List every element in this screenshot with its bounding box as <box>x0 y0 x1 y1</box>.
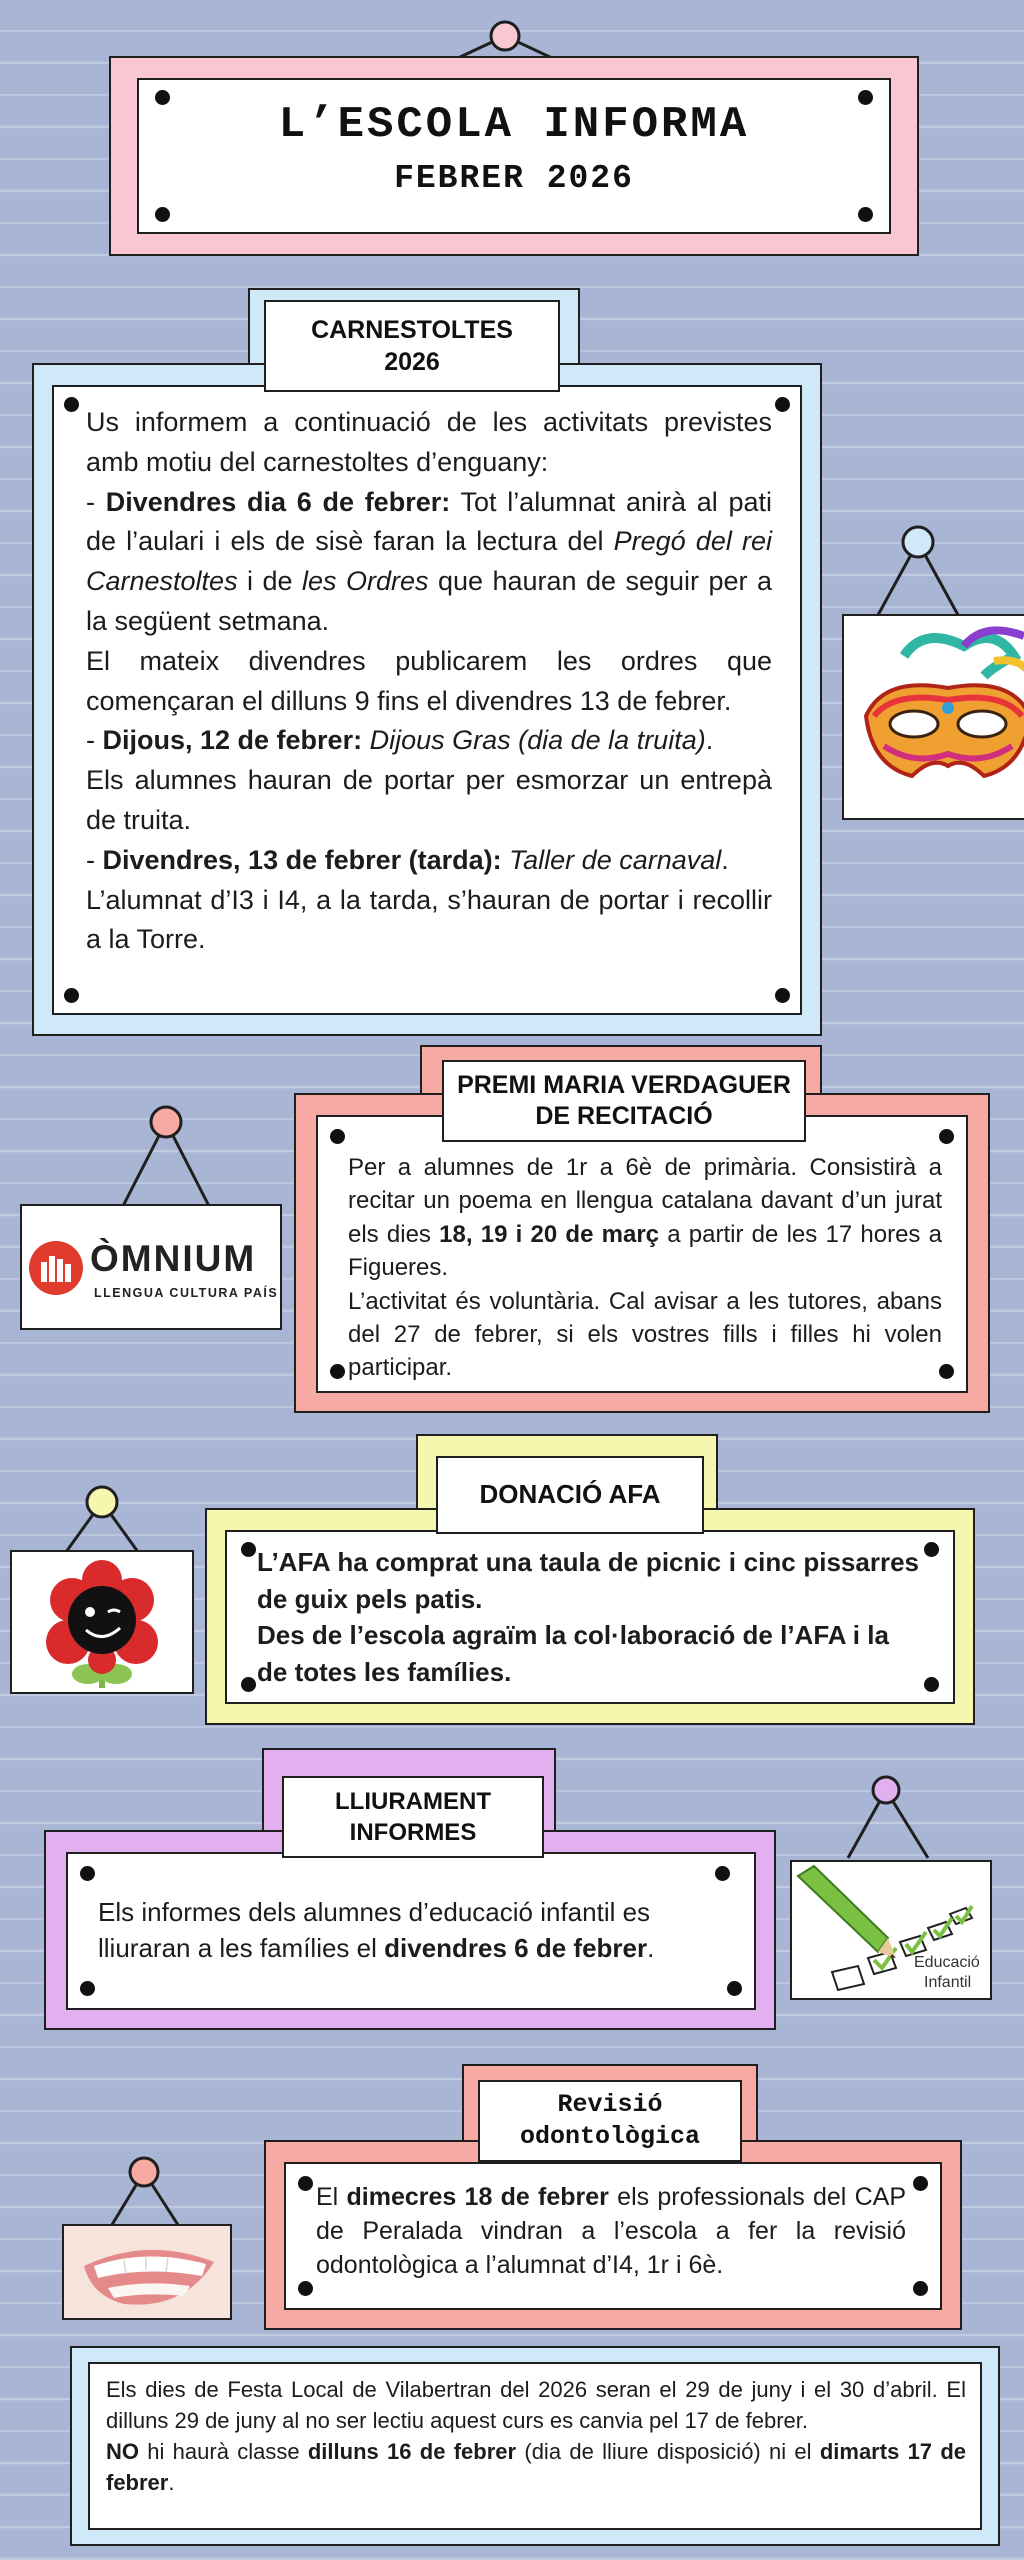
informes-tab-label: LLIURAMENT INFORMES <box>282 1776 544 1858</box>
pin-dot <box>924 1677 939 1692</box>
donacio-para-2: Des de l’escola agraïm la col·laboració de l’AFA i la de totes les famílies. <box>257 1620 889 1687</box>
donacio-para-1: L’AFA ha comprat una taula de picnic i cinc pissarres de guix pels patis. <box>257 1547 919 1614</box>
footer-text <box>106 2374 966 2498</box>
informes-para-1: Els informes dels alumnes d’educació infantil es lliuraran a les famílies el divendres 6 de febrer. <box>98 1897 655 1963</box>
afa-flower-image <box>10 1550 194 1694</box>
carnival-mask-icon <box>844 616 1024 818</box>
informes-hanger <box>836 1770 940 1860</box>
header-frame <box>109 56 919 256</box>
pin-dot <box>913 2176 928 2191</box>
premi-panel <box>316 1115 968 1393</box>
informes-panel <box>66 1852 756 2010</box>
pin-dot <box>715 1866 730 1881</box>
footer-para-2: NO hi haurà classe dilluns 16 de febrer (dia de lliure disposició) ni el dimarts 17 de febrer. <box>106 2439 966 2495</box>
header-panel <box>137 78 891 234</box>
donacio-tab-label: DONACIÓ AFA <box>436 1456 704 1534</box>
carnival-mask-image <box>842 614 1024 820</box>
carnestoltes-para-3: Els alumnes hauran de portar per esmorzar un entrepà de truita. <box>86 765 772 835</box>
revisio-para-1: El dimecres 18 de febrer els professionals del CAP de Peralada vindran a l’escola a fer la revisió odontològica a l’alumnat d’I4, 1r i 6è. <box>316 2183 906 2279</box>
child-smile-teeth-icon <box>64 2226 230 2318</box>
pin-dot <box>775 397 790 412</box>
image-caption-line2: Infantil <box>924 1974 972 1991</box>
pin-dot <box>298 2176 313 2191</box>
afa-flower-icon <box>12 1552 192 1692</box>
carnestoltes-para-4: L’alumnat d’I3 i I4, a la tarda, s’hauran de portar i recollir a la Torre. <box>86 884 772 955</box>
donacio-text <box>257 1544 919 1690</box>
footer-frame <box>70 2346 1000 2546</box>
carnestoltes-item-2: - Dijous, 12 de febrer: Dijous Gras (dia de la truita). <box>86 725 714 756</box>
pin-dot <box>924 1542 939 1557</box>
omnium-logo <box>20 1204 282 1330</box>
omnium-logo-name: ÒMNIUM <box>90 1238 257 1279</box>
carnestoltes-frame <box>32 363 822 1036</box>
carnestoltes-panel <box>52 385 802 1015</box>
pin-dot <box>64 397 79 412</box>
omnium-logo-tagline: LLENGUA CULTURA PAÍS <box>94 1286 279 1300</box>
omnium-logo-icon <box>28 1240 84 1296</box>
educacio-infantil-image <box>790 1860 992 2000</box>
donacio-frame <box>205 1508 975 1725</box>
premi-text <box>348 1151 942 1385</box>
carnestoltes-text <box>86 403 772 960</box>
pin-dot <box>298 2281 313 2296</box>
pin-dot <box>330 1129 345 1144</box>
informes-text <box>98 1894 708 1966</box>
revisio-panel <box>284 2162 942 2310</box>
revisio-tab-label: Revisió odontològica <box>478 2080 742 2162</box>
pin-dot <box>913 2281 928 2296</box>
pin-dot <box>80 1981 95 1996</box>
page-subtitle: FEBRER 2026 <box>394 160 634 197</box>
donacio-panel <box>225 1530 955 1704</box>
pin-dot <box>241 1677 256 1692</box>
pin-dot <box>727 1981 742 1996</box>
header-hanger <box>440 18 570 60</box>
revisio-frame <box>264 2140 962 2330</box>
premi-para-1: Per a alumnes de 1r a 6è de primària. Consistirà a recitar un poema en llengua catalana davant d’un jurat els dies 18, 19 i 20 de març a partir de les 17 hores a Figueres. <box>348 1154 942 1282</box>
omnium-hanger <box>114 1100 218 1210</box>
carnestoltes-intro: Us informem a continuació de les activitats previstes amb motiu del carnestoltes d’enguany: <box>86 407 772 477</box>
page-title: L’ESCOLA INFORMA <box>278 100 750 150</box>
revisio-text <box>316 2180 906 2282</box>
premi-para-2: L’activitat és voluntària. Cal avisar a les tutores, abans del 27 de febrer, si els vostres fills i filles hi volen participar. <box>348 1287 942 1382</box>
pin-dot <box>241 1542 256 1557</box>
carnestoltes-item-3: - Divendres, 13 de febrer (tarda): Taller de carnaval. <box>86 844 729 875</box>
pin-dot <box>64 988 79 1003</box>
revisio-hanger <box>100 2150 190 2230</box>
footer-panel <box>88 2362 982 2530</box>
carnestoltes-para-2: El mateix divendres publicarem les ordres que començaran el dilluns 9 fins el divendres 13 de febrer. <box>86 645 772 716</box>
image-caption-line1: Educació <box>914 1954 980 1971</box>
premi-tab-label: PREMI MARIA VERDAGUER DE RECITACIÓ <box>442 1060 806 1142</box>
carnestoltes-tab-label: CARNESTOLTES 2026 <box>264 300 560 392</box>
pin-dot <box>330 1364 345 1379</box>
pin-dot <box>858 207 873 222</box>
dental-image <box>62 2224 232 2320</box>
informes-frame <box>44 1830 776 2030</box>
afa-hanger <box>50 1480 154 1554</box>
carnestoltes-item-1: - Divendres dia 6 de febrer: Tot l’alumnat anirà al pati de l’aulari i els de sisè faran la lectura del Pregó del rei Carnestoltes i de les Ordres que hauran de seguir per a la següent setmana. <box>86 486 772 636</box>
pin-dot <box>155 207 170 222</box>
pin-dot <box>80 1866 95 1881</box>
footer-para-1: Els dies de Festa Local de Vilabertran del 2026 seran el 29 de juny i el 30 d’abril. El dilluns 29 de juny al no ser lectiu aquest curs es canvia pel 17 de febrer. <box>106 2377 966 2433</box>
pin-dot <box>939 1129 954 1144</box>
mask-hanger <box>868 520 968 620</box>
pin-dot <box>775 988 790 1003</box>
